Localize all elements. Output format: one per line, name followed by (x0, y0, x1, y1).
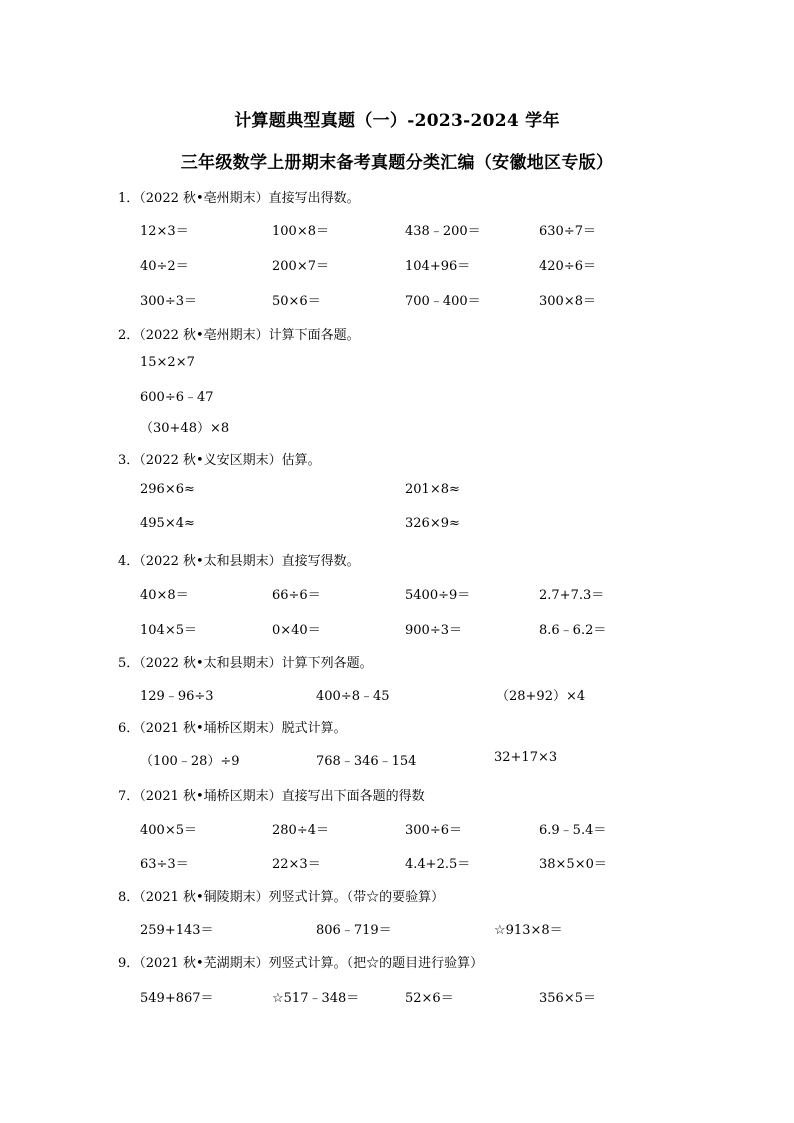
q4-item: 0×40＝ (272, 623, 321, 638)
q8-item: ☆913×8＝ (494, 923, 563, 938)
q8-row (0, 919, 794, 937)
q8-item: 259+143＝ (140, 923, 214, 938)
q7-item: 6.9﹣5.4＝ (539, 823, 607, 838)
q6-item: 32+17×3 (494, 750, 558, 765)
q2-item: 600÷6﹣47 (140, 390, 214, 405)
q3-item: 495×4≈ (140, 516, 195, 531)
q6-item: （100﹣28）÷9 (140, 754, 240, 769)
question-9-heading: 9．（2021 秋•芜湖期末）列竖式计算。（把☆的题目进行验算） (118, 956, 484, 971)
page-subtitle: 三年级数学上册期末备考真题分类汇编（安徽地区专版） (180, 153, 614, 173)
q1-row-3 (0, 290, 794, 308)
q5-row (0, 685, 794, 703)
q7-row-1 (0, 819, 794, 837)
q7-item: 400×5＝ (140, 823, 197, 838)
q3-item: 201×8≈ (405, 482, 460, 497)
question-7-heading: 7．（2021 秋•埇桥区期末）直接写出下面各题的得数 (118, 789, 425, 804)
q1-item: 438﹣200＝ (405, 224, 481, 239)
q1-item: 300÷3＝ (140, 294, 197, 309)
q5-item: 129﹣96÷3 (140, 689, 214, 704)
q4-row-2 (0, 619, 794, 637)
q7-row-2 (0, 853, 794, 871)
q1-item: 104+96＝ (405, 259, 471, 274)
q4-item: 2.7+7.3＝ (539, 588, 605, 603)
q6-row (0, 750, 794, 768)
q8-item: 806﹣719＝ (316, 923, 392, 938)
q3-item: 296×6≈ (140, 482, 195, 497)
q1-item: 40÷2＝ (140, 259, 189, 274)
question-8-heading: 8．（2021 秋•铜陵期末）列竖式计算。（带☆的要验算） (118, 890, 445, 905)
q2-item: 15×2×7 (140, 355, 195, 370)
question-1-heading: 1．（2022 秋•亳州期末）直接写出得数。 (118, 191, 360, 206)
q4-item: 104×5＝ (140, 623, 197, 638)
q1-row-2 (0, 255, 794, 273)
q7-item: 4.4+2.5＝ (405, 857, 471, 872)
q4-item: 66÷6＝ (272, 588, 321, 603)
q4-item: 900÷3＝ (405, 623, 462, 638)
q2-item: （30+48）×8 (140, 421, 230, 436)
q9-item: ☆517﹣348＝ (272, 991, 360, 1006)
page-title: 计算题典型真题（一）-2023-2024 学年 (234, 111, 560, 131)
q4-item: 40×8＝ (140, 588, 189, 603)
q1-item: 100×8＝ (272, 224, 329, 239)
q9-item: 549+867＝ (140, 991, 214, 1006)
q5-item: 400÷8﹣45 (316, 689, 390, 704)
q1-item: 630÷7＝ (539, 224, 596, 239)
q9-item: 52×6＝ (405, 991, 454, 1006)
q4-item: 8.6﹣6.2＝ (539, 623, 607, 638)
q1-item: 200×7＝ (272, 259, 329, 274)
q7-item: 300÷6＝ (405, 823, 462, 838)
question-4-heading: 4．（2022 秋•太和县期末）直接写得数。 (118, 554, 360, 569)
q7-item: 38×5×0＝ (539, 857, 607, 872)
q7-item: 280÷4＝ (272, 823, 329, 838)
q3-row-2 (0, 516, 794, 534)
q1-item: 50×6＝ (272, 294, 321, 309)
q4-item: 5400÷9＝ (405, 588, 471, 603)
q7-item: 22×3＝ (272, 857, 321, 872)
question-6-heading: 6．（2021 秋•埇桥区期末）脱式计算。 (118, 721, 347, 736)
q3-row-1 (0, 482, 794, 500)
q3-item: 326×9≈ (405, 516, 460, 531)
q5-item: （28+92）×4 (496, 689, 586, 704)
q1-item: 12×3＝ (140, 224, 189, 239)
q6-item: 768﹣346﹣154 (316, 754, 417, 769)
q7-item: 63÷3＝ (140, 857, 189, 872)
q1-item: 420÷6＝ (539, 259, 596, 274)
question-2-heading: 2．（2022 秋•亳州期末）计算下面各题。 (118, 328, 360, 343)
question-5-heading: 5．（2022 秋•太和县期末）计算下列各题。 (118, 656, 373, 671)
q9-item: 356×5＝ (539, 991, 596, 1006)
q4-row-1 (0, 584, 794, 602)
q9-row (0, 987, 794, 1005)
q1-item: 300×8＝ (539, 294, 596, 309)
question-3-heading: 3．（2022 秋•义安区期末）估算。 (118, 453, 321, 468)
q1-item: 700﹣400＝ (405, 294, 481, 309)
q1-row-1 (0, 220, 794, 238)
